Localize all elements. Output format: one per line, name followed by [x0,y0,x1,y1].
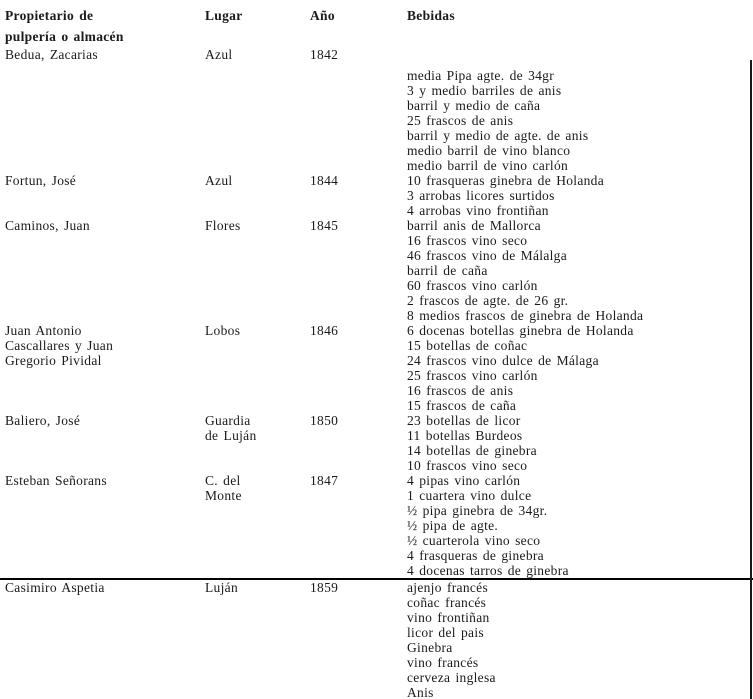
header-propietario [0,5,205,47]
bebidas-cell [405,173,753,218]
bebidas-item: cerveza inglesa [407,670,496,685]
lugar-cell [205,218,310,233]
header-propietario-line2: pulpería o almacén [5,29,124,44]
propietario-line: Baliero, José [5,413,81,428]
propietario-line: Gregorio Pividal [5,353,102,368]
bebidas-item: barril anis de Mallorca [407,218,541,233]
propietario-cell [0,323,205,368]
bebidas-item: 25 frascos vino carlón [407,368,538,383]
bebidas-item: 25 frascos de anis [407,113,514,128]
ano-cell [310,473,405,488]
bebidas-item: barril de caña [407,263,488,278]
ano-value: 1847 [310,473,339,488]
propietario-cell [0,47,205,62]
bebidas-cell [405,413,753,473]
lugar-line: Azul [205,47,233,62]
bebidas-item: ½ pipa de agte. [407,518,499,533]
bebidas-item: 16 frascos de anis [407,383,514,398]
ano-value: 1859 [310,580,339,595]
propietario-cell [0,473,205,488]
lugar-cell [205,173,310,188]
lugar-line: Lobos [205,323,241,338]
lugar-line: C. del [205,473,241,488]
propietario-line: Cascallares y Juan [5,338,114,353]
bebidas-item: media Pipa agte. de 34gr [407,68,555,83]
table-row [0,218,753,323]
bebidas-item: 6 docenas botellas ginebra de Holanda [407,323,634,338]
bebidas-item: barril y medio de caña [407,98,541,113]
lugar-cell [205,47,310,62]
propietario-line: Bedua, Zacarias [5,47,98,62]
table-row [0,173,753,218]
bebidas-item: 16 frascos vino seco [407,233,528,248]
bebidas-item: ½ pipa ginebra de 34gr. [407,503,548,518]
ano-value: 1845 [310,218,339,233]
lugar-cell [205,323,310,338]
header-ano: Año [310,8,335,23]
bebidas-cell [405,47,753,173]
ano-cell [310,323,405,338]
propietario-line: Casimiro Aspetia [5,580,105,595]
lugar-line: Flores [205,218,241,233]
table-row [0,47,753,173]
bebidas-item: ajenjo francés [407,580,489,595]
ano-cell [310,218,405,233]
table-row [0,473,753,578]
lugar-line: Luján [205,580,238,595]
bebidas-item: 11 botellas Burdeos [407,428,523,443]
bebidas-item: 23 botellas de licor [407,413,521,428]
table-header-row [0,0,753,47]
bebidas-cell [405,473,753,578]
lugar-cell [205,413,310,443]
bebidas-item: ½ cuarterola vino seco [407,533,541,548]
bebidas-item: 10 frasqueras ginebra de Holanda [407,173,605,188]
propietario-cell [0,413,205,428]
bebidas-item: vino francés [407,655,479,670]
ano-cell [310,413,405,428]
ano-value: 1850 [310,413,339,428]
bebidas-cell [405,580,753,699]
propietario-cell [0,173,205,188]
table-row [0,413,753,473]
propietario-line: Esteban Señorans [5,473,107,488]
bebidas-item: 60 frascos vino carlón [407,278,538,293]
header-propietario-line1: Propietario de [5,8,94,23]
bebidas-item: licor del pais [407,625,484,640]
bebidas-item: 15 frascos de caña [407,398,517,413]
bebidas-column-right-rule [750,60,752,699]
bebidas-item: 8 medios frascos de ginebra de Holanda [407,308,644,323]
table-row [0,578,753,699]
bebidas-item: 4 docenas tarros de ginebra [407,563,569,578]
lugar-line: de Luján [205,428,257,443]
bebidas-item: 10 frascos vino seco [407,458,528,473]
bebidas-item: 14 botellas de ginebra [407,443,537,458]
propietario-cell [0,580,205,595]
ano-value: 1842 [310,47,339,62]
propietario-line: Fortun, José [5,173,77,188]
bebidas-item: vino frontiñan [407,610,490,625]
ano-value: 1844 [310,173,339,188]
ano-cell [310,173,405,188]
bebidas-item: 3 arrobas licores surtidos [407,188,555,203]
ano-cell [310,580,405,595]
bebidas-item: Anis [407,685,434,699]
table-body [0,47,753,699]
header-bebidas: Bebidas [407,8,455,23]
propietario-line: Caminos, Juan [5,218,90,233]
bebidas-cell [405,218,753,323]
bebidas-item: coñac francés [407,595,487,610]
bebidas-item: 4 pipas vino carlón [407,473,521,488]
lugar-cell [205,473,310,503]
table-row [0,323,753,413]
bebidas-item: 15 botellas de coñac [407,338,528,353]
lugar-cell [205,580,310,595]
bebidas-cell [405,323,753,413]
bebidas-item: 4 arrobas vino frontiñan [407,203,549,218]
ano-cell [310,47,405,62]
bebidas-item: 24 frascos vino dulce de Málaga [407,353,599,368]
bebidas-item: medio barril de vino carlón [407,158,569,173]
bebidas-item: medio barril de vino blanco [407,143,571,158]
bebidas-item: 3 y medio barriles de anis [407,83,562,98]
bebidas-item: 46 frascos vino de Málalga [407,248,568,263]
header-lugar: Lugar [205,8,243,23]
propietario-cell [0,218,205,233]
bebidas-item: barril y medio de agte. de anis [407,128,589,143]
bebidas-item: 4 frasqueras de ginebra [407,548,544,563]
lugar-line: Monte [205,488,242,503]
bebidas-item: 1 cuartera vino dulce [407,488,532,503]
lugar-line: Azul [205,173,233,188]
propietario-line: Juan Antonio [5,323,82,338]
ano-value: 1846 [310,323,339,338]
lugar-line: Guardia [205,413,251,428]
bebidas-item: 2 frascos de agte. de 26 gr. [407,293,569,308]
bebidas-item: Ginebra [407,640,453,655]
